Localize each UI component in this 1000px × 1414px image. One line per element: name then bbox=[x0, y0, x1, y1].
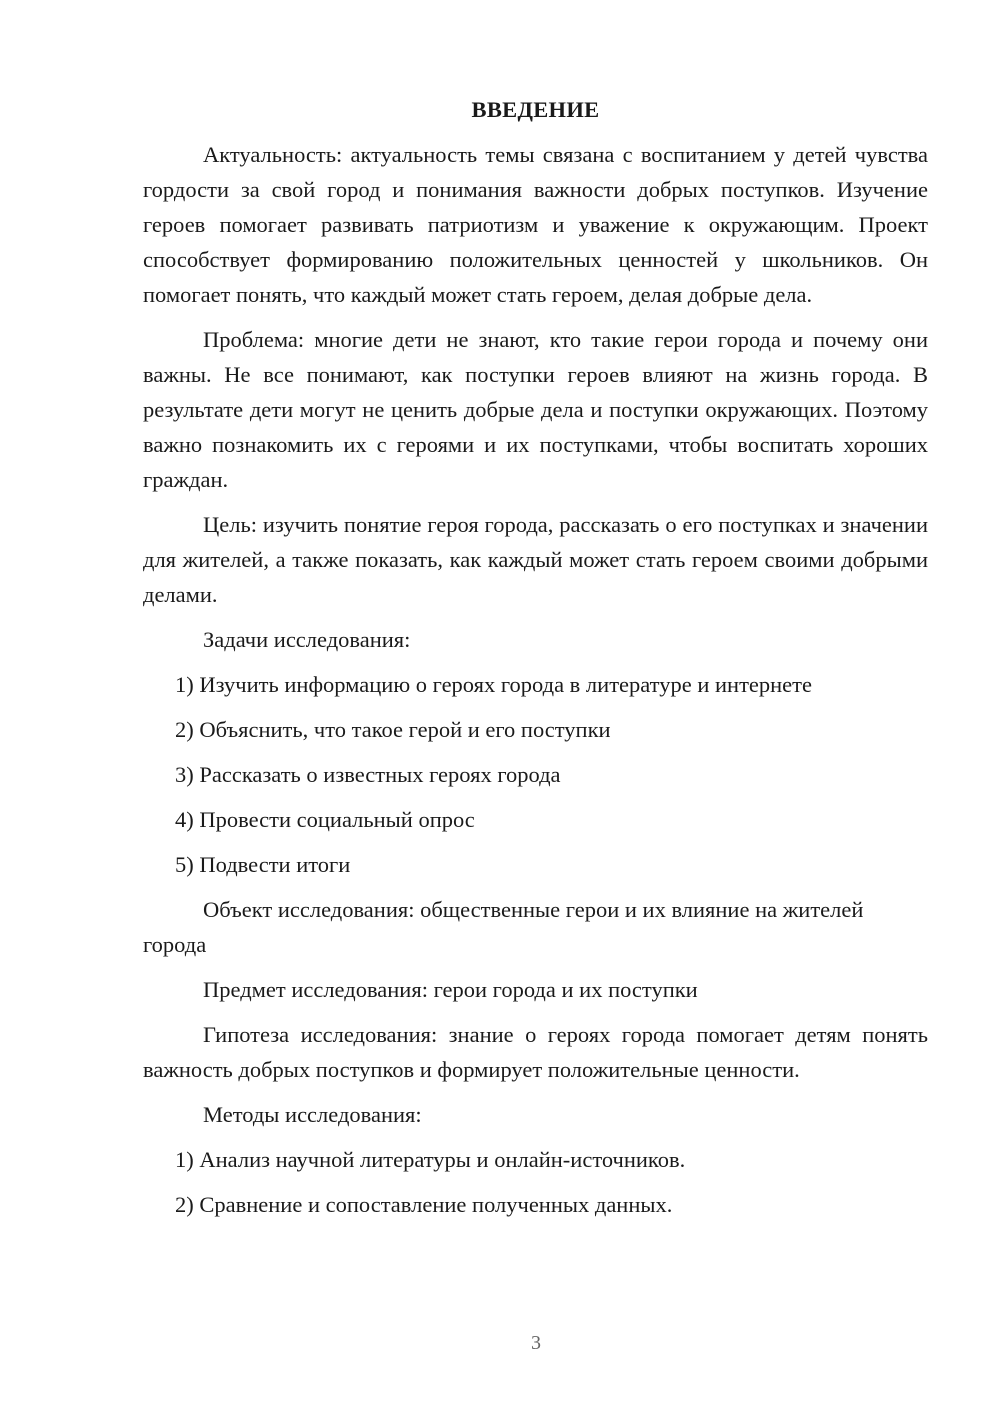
method-item-1: 1) Анализ научной литературы и онлайн-источников. bbox=[175, 1147, 686, 1172]
hypothesis-paragraph: Гипотеза исследования: знание о героях города помогает детям понять важность добрых поступков и формирует положительные ценности. bbox=[143, 1022, 928, 1082]
page-number: 3 bbox=[531, 1332, 541, 1354]
goal-paragraph: Цель: изучить понятие героя города, рассказать о его поступках и значении для жителей, а также показать, как каждый может стать героем своими добрыми делами. bbox=[143, 512, 928, 607]
task-item-1: 1) Изучить информацию о героях города в литературе и интернете bbox=[175, 672, 812, 697]
method-item-2: 2) Сравнение и сопоставление полученных данных. bbox=[175, 1192, 673, 1217]
relevance-paragraph: Актуальность: актуальность темы связана с воспитанием у детей чувства гордости за свой город и понимания важности добрых поступков. Изучение героев помогает развивать патриотизм и уважение к окружающим. Проект способствует формированию положительных ценностей у школьников. Он помогает понять, что каждый может стать героем, делая добрые дела. bbox=[143, 142, 928, 307]
task-item-4: 4) Провести социальный опрос bbox=[175, 807, 475, 832]
methods-heading: Методы исследования: bbox=[203, 1102, 422, 1127]
object-paragraph: Объект исследования: общественные герои и их влияние на жителей города bbox=[143, 897, 864, 957]
task-item-2: 2) Объяснить, что такое герой и его поступки bbox=[175, 717, 611, 742]
task-item-3: 3) Рассказать о известных героях города bbox=[175, 762, 561, 787]
document-page bbox=[143, 92, 928, 1232]
subject-paragraph: Предмет исследования: герои города и их поступки bbox=[203, 977, 698, 1002]
problem-paragraph: Проблема: многие дети не знают, кто такие герои города и почему они важны. Не все понимают, как поступки героев влияют на жизнь города. В результате дети могут не ценить добрые дела и поступки окружающих. Поэтому важно познакомить их с героями и их поступками, чтобы воспитать хороших граждан. bbox=[143, 327, 928, 492]
task-item-5: 5) Подвести итоги bbox=[175, 852, 351, 877]
tasks-heading: Задачи исследования: bbox=[203, 627, 411, 652]
section-title: ВВЕДЕНИЕ bbox=[471, 97, 600, 122]
